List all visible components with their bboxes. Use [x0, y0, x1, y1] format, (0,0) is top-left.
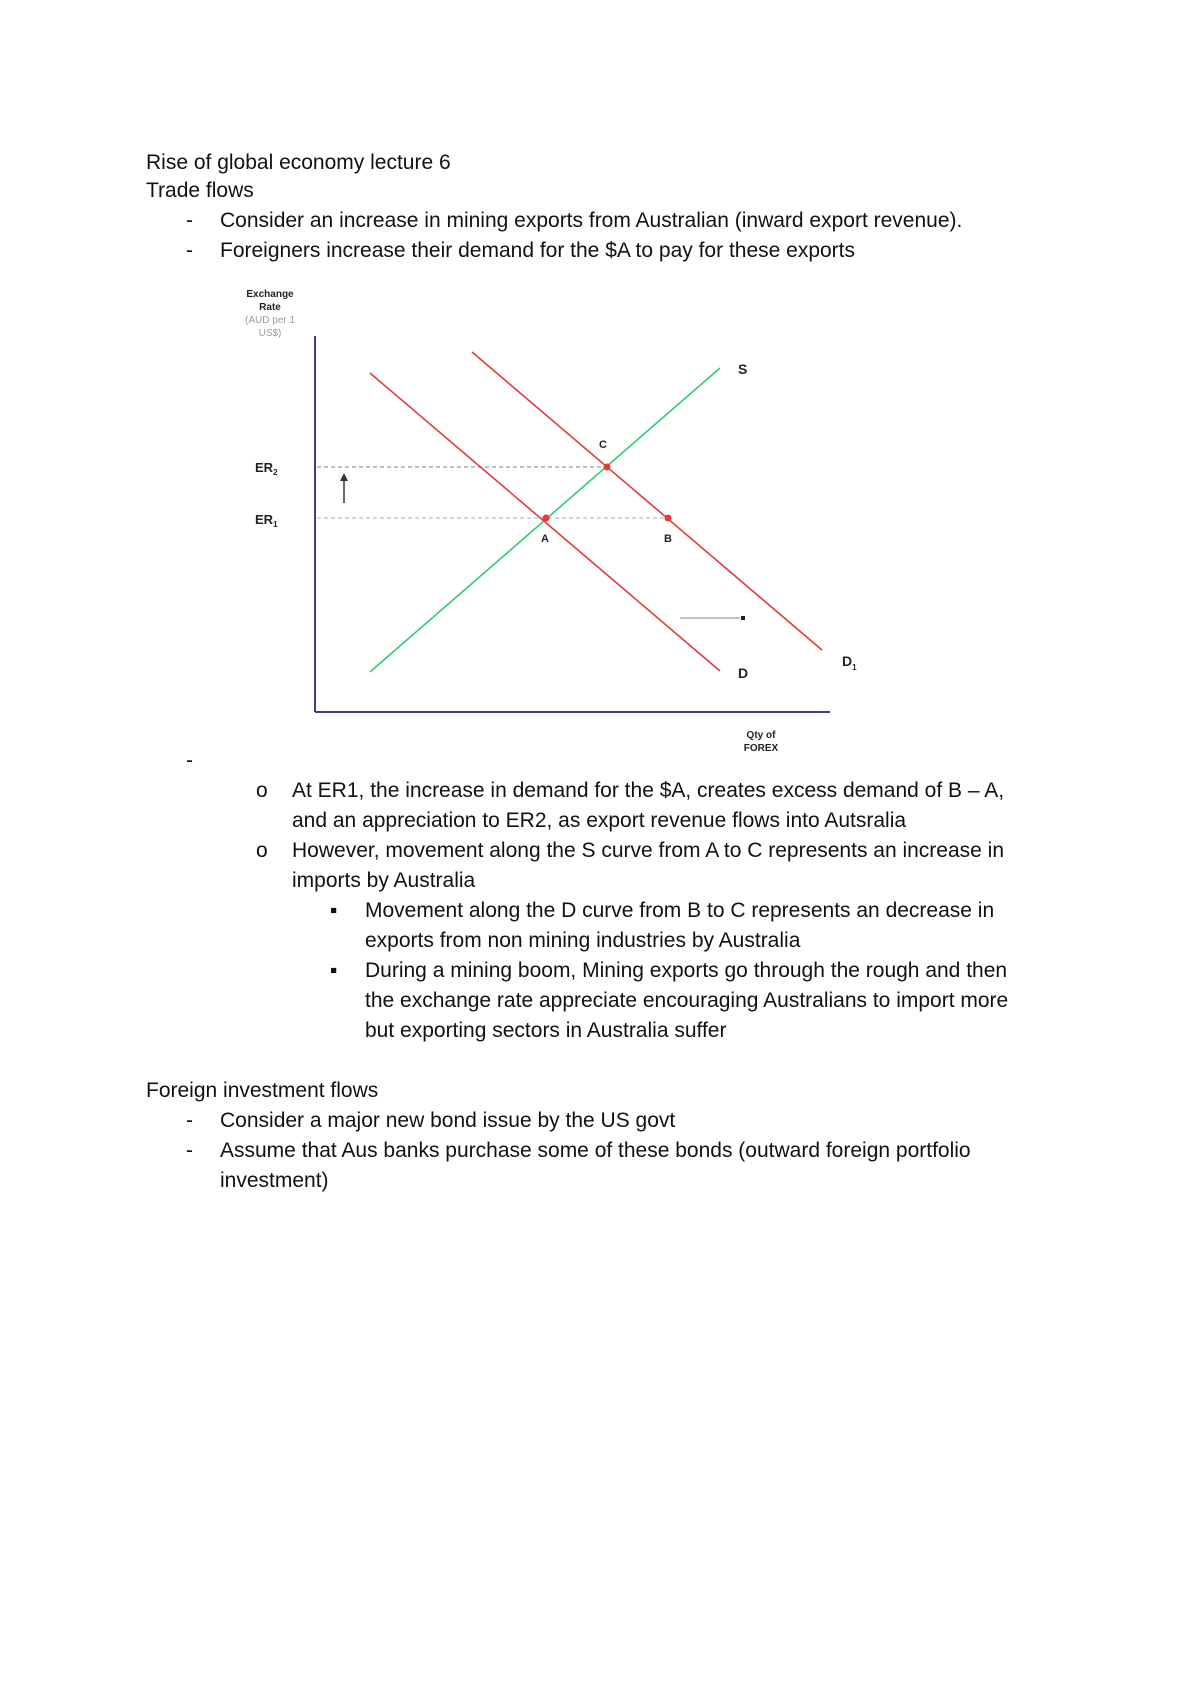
y-axis-sublabel-line2: US$): [258, 328, 282, 339]
bullet-text: the exchange rate appreciate encouraging Australians to import more: [365, 989, 1009, 1012]
x-axis-label-line1: Qty of: [746, 730, 776, 741]
point-a-marker: [543, 515, 550, 522]
point-b-label: B: [664, 533, 672, 545]
bullet-text: Foreigners increase their demand for the $A to pay for these exports: [220, 239, 856, 262]
appreciation-arrow-head: [340, 473, 348, 481]
bullet-text: During a mining boom, Mining exports go through the rough and then: [365, 959, 1008, 982]
section-heading-foreign-investment: Foreign investment flows: [146, 1079, 379, 1102]
demand1-curve-label: $D_1$: [842, 653, 857, 672]
bullet-text: At ER1, the increase in demand for the $A, creates excess demand of B – A,: [292, 779, 1005, 802]
bullet-text: and an appreciation to ER2, as export revenue flows into Autsralia: [292, 809, 907, 832]
circle-bullet-marker: o: [256, 779, 268, 802]
point-c-label: C: [599, 439, 607, 451]
y-axis-sublabel-line1: (AUD per 1: [244, 315, 296, 326]
bullet-text: Consider a major new bond issue by the US govt: [220, 1109, 676, 1132]
dash-bullet-marker: -: [186, 239, 193, 262]
y-axis-label-line2: Rate: [259, 302, 281, 313]
bullet-text: investment): [220, 1169, 329, 1192]
bullet-text: However, movement along the S curve from A to C represents an increase in: [292, 839, 1005, 862]
bullet-text: Consider an increase in mining exports from Australian (inward export revenue).: [220, 209, 963, 232]
document-title: Rise of global economy lecture 6: [146, 151, 451, 174]
demand-shift-arrow-head: [741, 616, 745, 620]
dash-bullet-marker: -: [186, 209, 193, 232]
supply-demand-diagram: [230, 280, 890, 760]
square-bullet-marker: ▪: [330, 899, 338, 922]
er2-label: $ER_2$: [255, 460, 278, 477]
supply-curve-label: S: [738, 361, 748, 377]
point-c-marker: [604, 464, 611, 471]
point-b-marker: [665, 515, 672, 522]
dash-bullet-marker: -: [186, 749, 193, 772]
bullet-text: Assume that Aus banks purchase some of these bonds (outward foreign portfolio: [220, 1139, 971, 1162]
bullet-text: imports by Australia: [292, 869, 476, 892]
circle-bullet-marker: o: [256, 839, 268, 862]
y-axis-label-line1: Exchange: [246, 289, 294, 300]
x-axis-label-line2: FOREX: [743, 743, 779, 754]
bullet-text: Movement along the D curve from B to C represents an decrease in: [365, 899, 995, 922]
dash-bullet-marker: -: [186, 1139, 193, 1162]
er1-label: $ER_1$: [255, 512, 278, 529]
section-heading-trade-flows: Trade flows: [146, 179, 254, 202]
bullet-text: but exporting sectors in Australia suffer: [365, 1019, 727, 1042]
square-bullet-marker: ▪: [330, 959, 338, 982]
demand-curve-label: D: [738, 665, 749, 681]
point-a-label: A: [541, 533, 549, 545]
bullet-text: exports from non mining industries by Australia: [365, 929, 801, 952]
demand-curve-d1: [472, 352, 822, 650]
dash-bullet-marker: -: [186, 1109, 193, 1132]
